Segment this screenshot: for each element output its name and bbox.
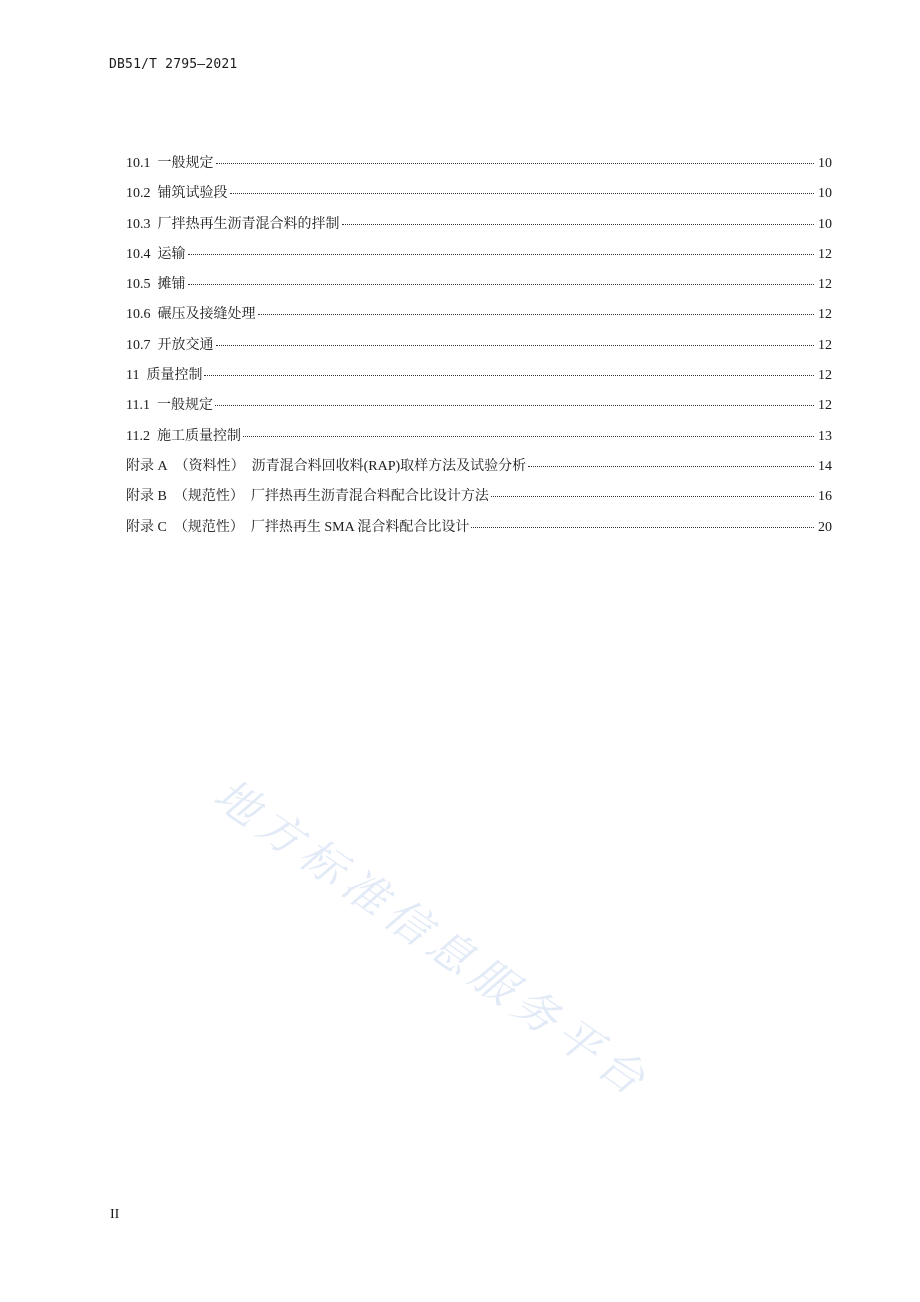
toc-entry-number: 附录 C: [126, 519, 167, 535]
toc-entry[interactable]: [126, 335, 832, 365]
toc-entry-title: （资料性） 沥青混合料回收料(RAP)取样方法及试验分析: [174, 458, 527, 474]
standard-code-header: DB51/T 2795—2021: [109, 57, 238, 72]
watermark-text: 地方标准信息服务平台: [204, 769, 660, 1110]
toc-entry-title: 摊铺: [157, 277, 186, 293]
toc-entry-page: 12: [818, 337, 832, 353]
toc-dot-leader: [188, 254, 815, 255]
toc-dot-leader: [216, 345, 815, 346]
toc-dot-leader: [258, 314, 815, 315]
toc-entry-page: 14: [818, 458, 832, 474]
toc-entry-page: 16: [818, 489, 832, 505]
toc-entry[interactable]: [126, 426, 832, 456]
table-of-contents: [126, 153, 832, 547]
page-number: II: [110, 1207, 120, 1222]
toc-entry[interactable]: [126, 365, 832, 395]
toc-entry-title: 一般规定: [157, 156, 214, 171]
toc-entry-page: 12: [818, 307, 832, 323]
toc-entry-page: 13: [818, 428, 832, 444]
toc-entry[interactable]: [126, 244, 832, 274]
toc-entry[interactable]: [126, 456, 832, 486]
toc-entry-title: 施工质量控制: [156, 428, 241, 444]
toc-entry-number: 11.2: [126, 428, 150, 444]
toc-dot-leader: [188, 284, 815, 285]
toc-entry-title: 开放交通: [157, 337, 214, 353]
toc-entry-number: 10.3: [126, 216, 151, 232]
toc-entry-title: 铺筑试验段: [157, 186, 228, 202]
toc-entry[interactable]: [126, 183, 832, 213]
toc-entry-page: 12: [818, 368, 832, 384]
toc-entry-page: 20: [818, 519, 832, 535]
toc-dot-leader: [243, 436, 814, 437]
toc-entry-title: （规范性） 厂拌热再生沥青混合料配合比设计方法: [173, 489, 489, 505]
toc-dot-leader: [204, 375, 814, 376]
toc-dot-leader: [230, 193, 815, 194]
toc-entry-title: 运输: [157, 246, 186, 262]
toc-entry-page: 12: [818, 398, 832, 414]
toc-entry[interactable]: [126, 214, 832, 244]
toc-entry[interactable]: [126, 395, 832, 425]
toc-dot-leader: [342, 224, 815, 225]
toc-entry-page: 10: [818, 216, 832, 232]
toc-entry-number: 10.7: [126, 337, 151, 353]
toc-entry-number: 10.6: [126, 307, 151, 323]
toc-entry[interactable]: [126, 274, 832, 304]
toc-entry[interactable]: [126, 304, 832, 334]
toc-entry-number: 10.5: [126, 277, 151, 293]
toc-entry-number: 11.1: [126, 398, 150, 414]
toc-entry-number: 10.4: [126, 246, 151, 262]
toc-entry[interactable]: [126, 517, 832, 547]
toc-entry-page: 10: [818, 156, 832, 171]
toc-dot-leader: [216, 163, 815, 164]
toc-entry[interactable]: [126, 153, 832, 183]
toc-entry-page: 12: [818, 246, 832, 262]
toc-entry[interactable]: [126, 486, 832, 516]
toc-entry-title: 一般规定: [156, 398, 213, 414]
toc-entry-page: 10: [818, 186, 832, 202]
toc-entry-number: 附录 A: [126, 458, 168, 474]
toc-entry-number: 附录 B: [126, 489, 167, 505]
toc-entry-page: 12: [818, 277, 832, 293]
toc-dot-leader: [528, 466, 814, 467]
toc-entry-number: 10.1: [126, 156, 151, 171]
toc-dot-leader: [491, 496, 814, 497]
toc-entry-number: 10.2: [126, 186, 151, 202]
toc-dot-leader: [215, 405, 814, 406]
toc-entry-title: 碾压及接缝处理: [157, 307, 256, 323]
toc-entry-number: 11: [126, 368, 140, 384]
toc-entry-title: （规范性） 厂拌热再生 SMA 混合料配合比设计: [173, 519, 470, 535]
toc-entry-title: 质量控制: [146, 368, 203, 384]
toc-dot-leader: [471, 527, 814, 528]
toc-entry-title: 厂拌热再生沥青混合料的拌制: [157, 216, 340, 232]
